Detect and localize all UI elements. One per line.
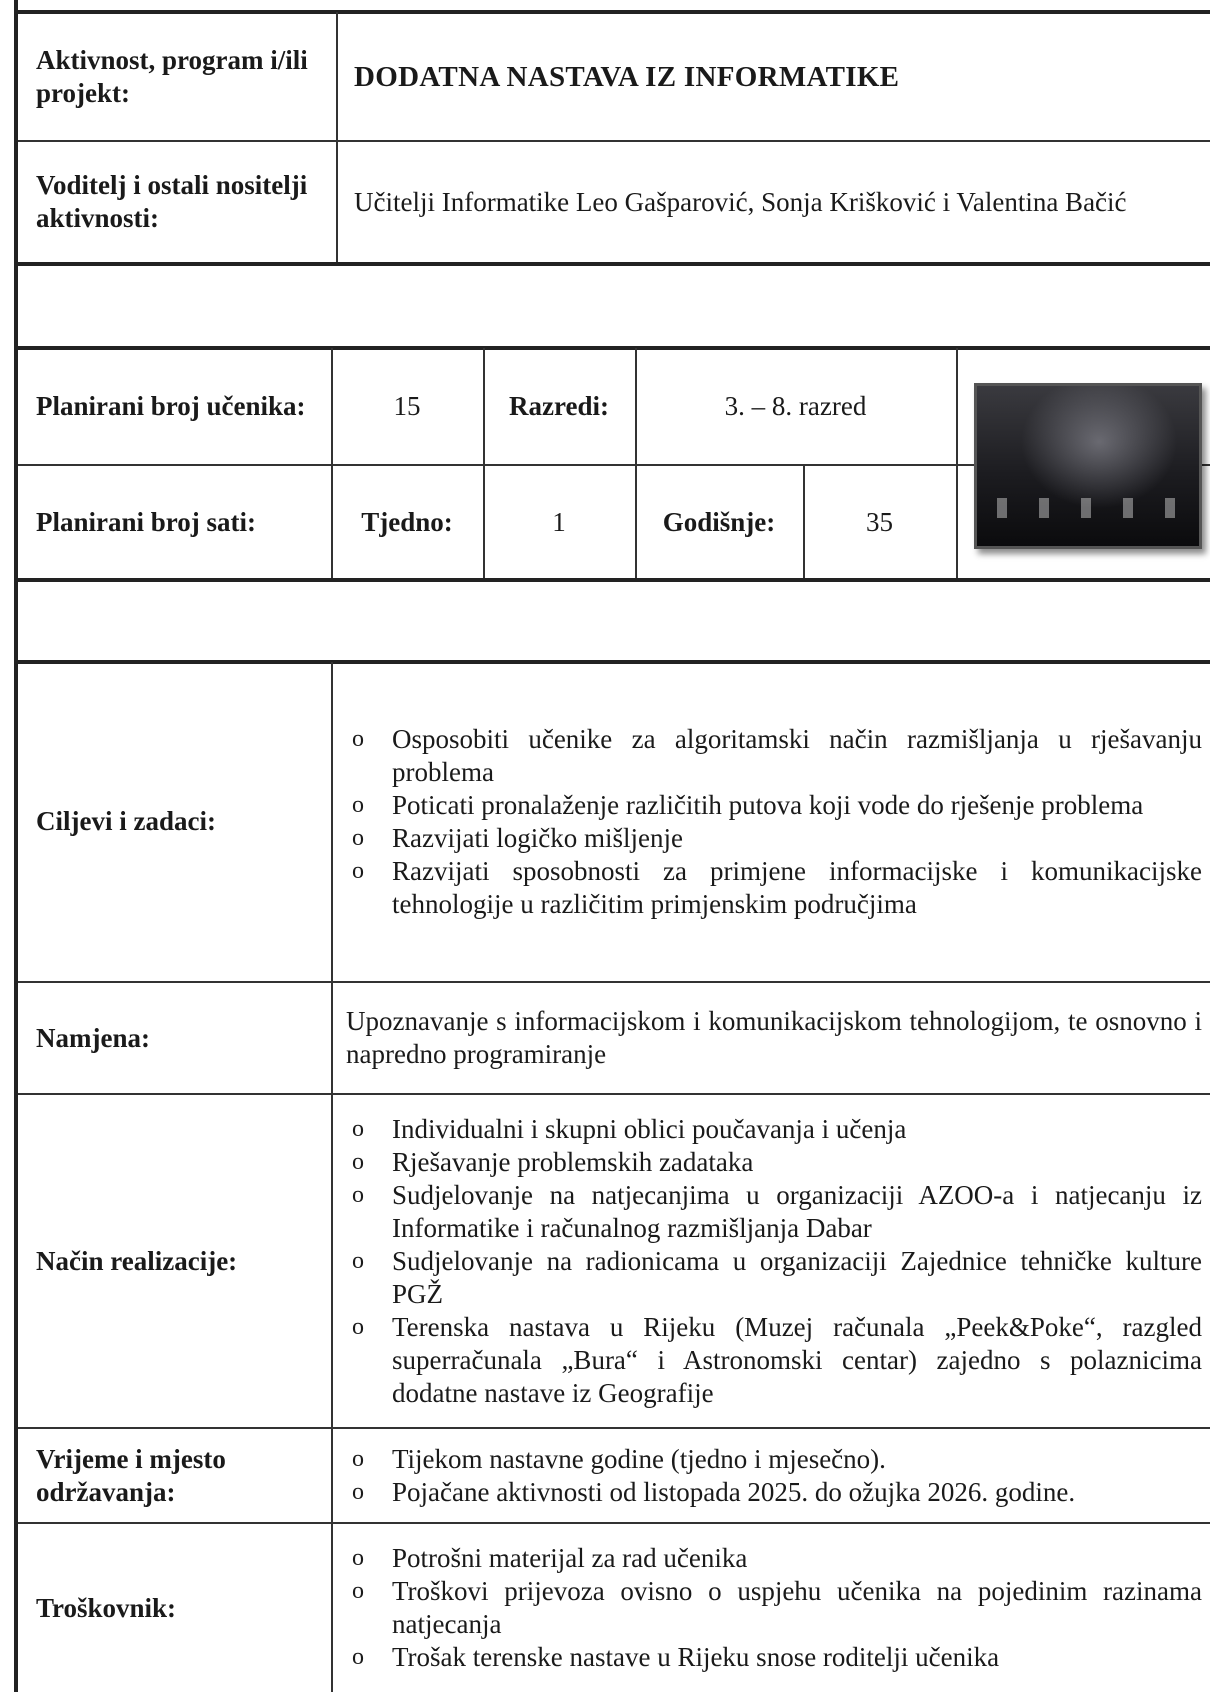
hours-label: Planirani broj sati:	[36, 506, 257, 537]
list-item: o Poticati pronalaženje različitih putova koji vode do rješenje problema	[346, 789, 1202, 822]
grades-value: 3. – 8. razred	[724, 390, 867, 421]
list-item: o Sudjelovanje na radionicama u organizaciji Zajednice tehničke kulture PGŽ	[346, 1245, 1202, 1311]
list-item: o Rješavanje problemskih zadataka	[346, 1146, 1202, 1179]
purpose-label: Namjena:	[36, 1022, 150, 1053]
list-item: o Osposobiti učenike za algoritamski način razmišljanja u rješavanju problema	[346, 723, 1202, 789]
list-item: o Tijekom nastavne godine (tjedno i mjesečno).	[346, 1443, 1202, 1476]
realization-list	[346, 1095, 1210, 1427]
realization-label: Način realizacije:	[36, 1245, 238, 1276]
weekly-label: Tjedno:	[361, 506, 453, 537]
row-divider	[18, 262, 1210, 266]
column-divider	[331, 662, 333, 1692]
goals-list	[346, 662, 1210, 981]
list-item: o Pojačane aktivnosti od listopada 2025. do ožujka 2026. godine.	[346, 1476, 1202, 1509]
column-divider	[956, 348, 958, 578]
time-place-label: Vrijeme i mjesto održavanja:	[36, 1443, 226, 1507]
students-value: 15	[393, 390, 421, 421]
data-center-photo-icon	[974, 383, 1202, 549]
purpose-text: Upoznavanje s informacijskom i komunikacijskom tehnologijom, te osnovno i napredno programiranje	[346, 1006, 1202, 1069]
students-label: Planirani broj učenika:	[36, 390, 306, 421]
list-item: o Razvijati logičko mišljenje	[346, 822, 1202, 855]
weekly-value: 1	[552, 506, 566, 537]
list-item: o Terenska nastava u Rijeku (Muzej računala „Peek&Poke“, razgled superračunala „Bura“ i Astronomski centar) zajedno s polaznicima dodatne nastave iz Geografije	[346, 1311, 1202, 1410]
list-item: o Trošak terenske nastave u Rijeku snose roditelji učenika	[346, 1641, 1202, 1674]
list-item: o Troškovi prijevoza ovisno o uspjehu učenika na pojedinim razinama natjecanja	[346, 1575, 1202, 1641]
activity-sheet	[14, 0, 1210, 1692]
yearly-value: 35	[866, 506, 893, 537]
column-divider	[336, 12, 338, 262]
activity-title: DODATNA NASTAVA IZ INFORMATIKE	[354, 60, 900, 93]
list-item: o Sudjelovanje na natjecanjima u organizaciji AZOO-a i natjecanju iz Informatike i računalnog razmišljanja Dabar	[346, 1179, 1202, 1245]
leader-label: Voditelj i ostali nositelji aktivnosti:	[36, 170, 308, 233]
goals-label: Ciljevi i zadaci:	[36, 806, 216, 836]
list-item: o Razvijati sposobnosti za primjene informacijske i komunikacijske tehnologije u različitim primjenskim područjima	[346, 855, 1202, 921]
list-item: o Individualni i skupni oblici poučavanja i učenja	[346, 1113, 1202, 1146]
activity-label: Aktivnost, program i/ili projekt:	[36, 45, 308, 108]
costs-label: Troškovnik:	[36, 1592, 177, 1623]
time-place-list	[346, 1429, 1210, 1522]
leader-value: Učitelji Informatike Leo Gašparović, Sonja Krišković i Valentina Bačić	[354, 186, 1127, 217]
grades-label: Razredi:	[509, 390, 609, 421]
costs-list	[346, 1524, 1210, 1692]
yearly-label: Godišnje:	[662, 506, 776, 537]
list-item: o Potrošni materijal za rad učenika	[346, 1542, 1202, 1575]
row-divider	[18, 578, 1210, 582]
